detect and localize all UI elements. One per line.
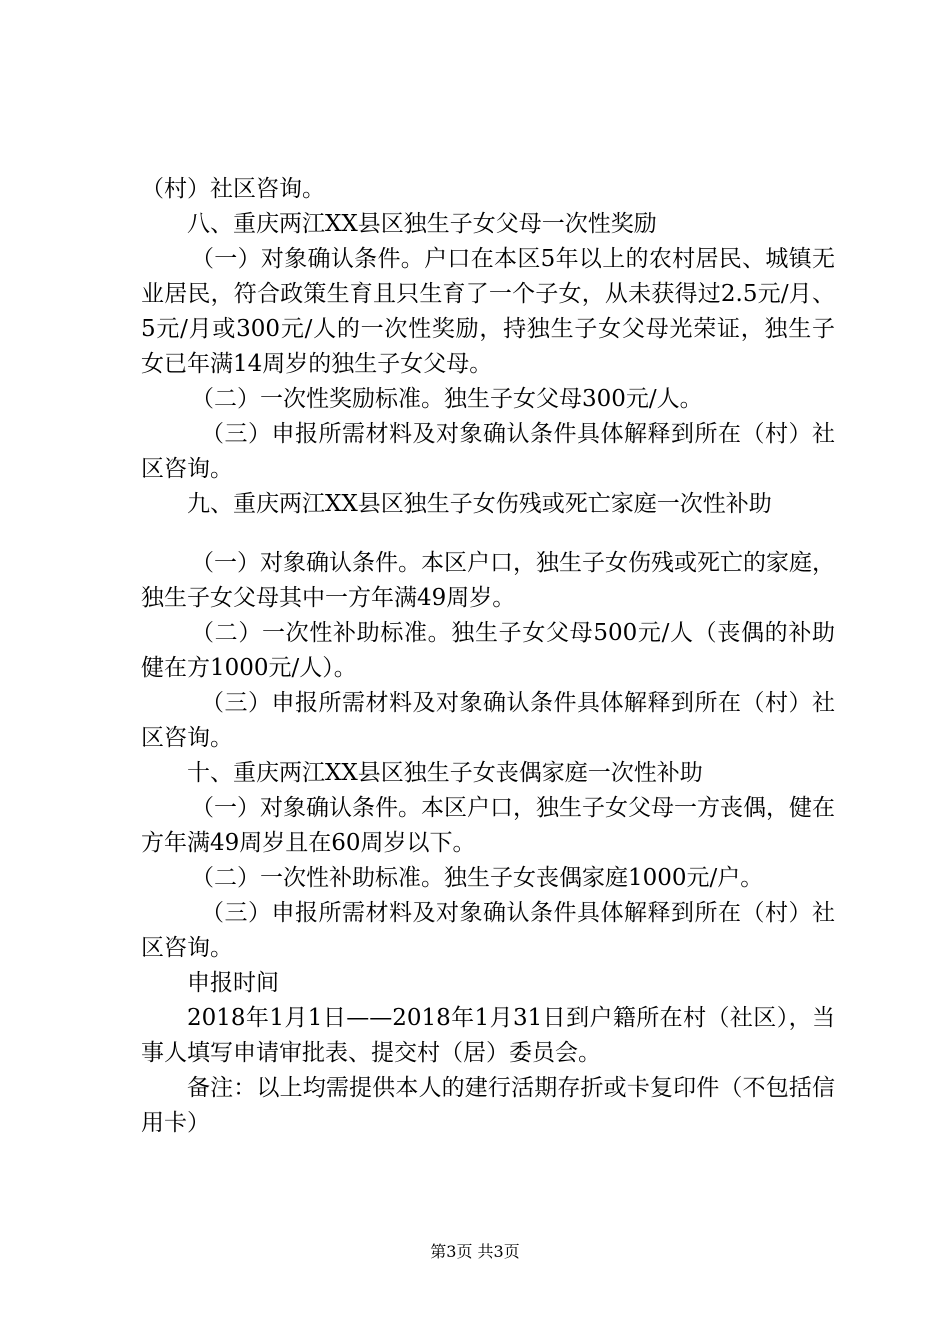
paragraph-continuation: （村）社区咨询。	[141, 176, 325, 202]
paragraph-9-2: （二）一次性补助标准。独生子女父母500元/人（丧偶的补助健在方1000元/人）。	[141, 620, 835, 681]
paragraph-10-2: （二）一次性补助标准。独生子女丧偶家庭1000元/户。	[191, 865, 764, 891]
paragraph-10-1: （一）对象确认条件。本区户口，独生子女父母一方丧偶，健在方年满49周岁且在60周岁以下。	[141, 795, 835, 856]
section-heading-10: 十、重庆两江XX县区独生子女丧偶家庭一次性补助	[187, 760, 703, 786]
blank-line	[141, 522, 835, 546]
section-heading-application-time: 申报时间	[187, 970, 279, 996]
paragraph-remarks: 备注：以上均需提供本人的建行活期存折或卡复印件（不包括信用卡）	[141, 1075, 835, 1136]
paragraph-9-1: （一）对象确认条件。本区户口，独生子女伤残或死亡的家庭，独生子女父母其中一方年满49周岁。	[141, 550, 835, 611]
section-heading-8: 八、重庆两江XX县区独生子女父母一次性奖励	[187, 211, 657, 237]
paragraph-application-time: 2018年1月1日——2018年1月31日到户籍所在村（社区），当事人填写申请审批表、提交村（居）委员会。	[141, 1005, 835, 1066]
paragraph-10-3: （三）申报所需材料及对象确认条件具体解释到所在（村）社区咨询。	[141, 900, 835, 961]
paragraph-8-2: （二）一次性奖励标准。独生子女父母300元/人。	[191, 386, 703, 412]
document-body	[141, 172, 835, 1141]
page-number-footer: 第3页 共3页	[430, 1242, 520, 1261]
paragraph-9-3: （三）申报所需材料及对象确认条件具体解释到所在（村）社区咨询。	[141, 690, 835, 751]
section-heading-9: 九、重庆两江XX县区独生子女伤残或死亡家庭一次性补助	[187, 491, 772, 517]
paragraph-8-3: （三）申报所需材料及对象确认条件具体解释到所在（村）社区咨询。	[141, 421, 835, 482]
paragraph-8-1: （一）对象确认条件。户口在本区5年以上的农村居民、城镇无业居民，符合政策生育且只生育了一个子女，从未获得过2.5元/月、5元/月或300元/人的一次性奖励，持独生子女父母光荣证，独生子女已年满14周岁的独生子女父母。	[141, 246, 835, 377]
